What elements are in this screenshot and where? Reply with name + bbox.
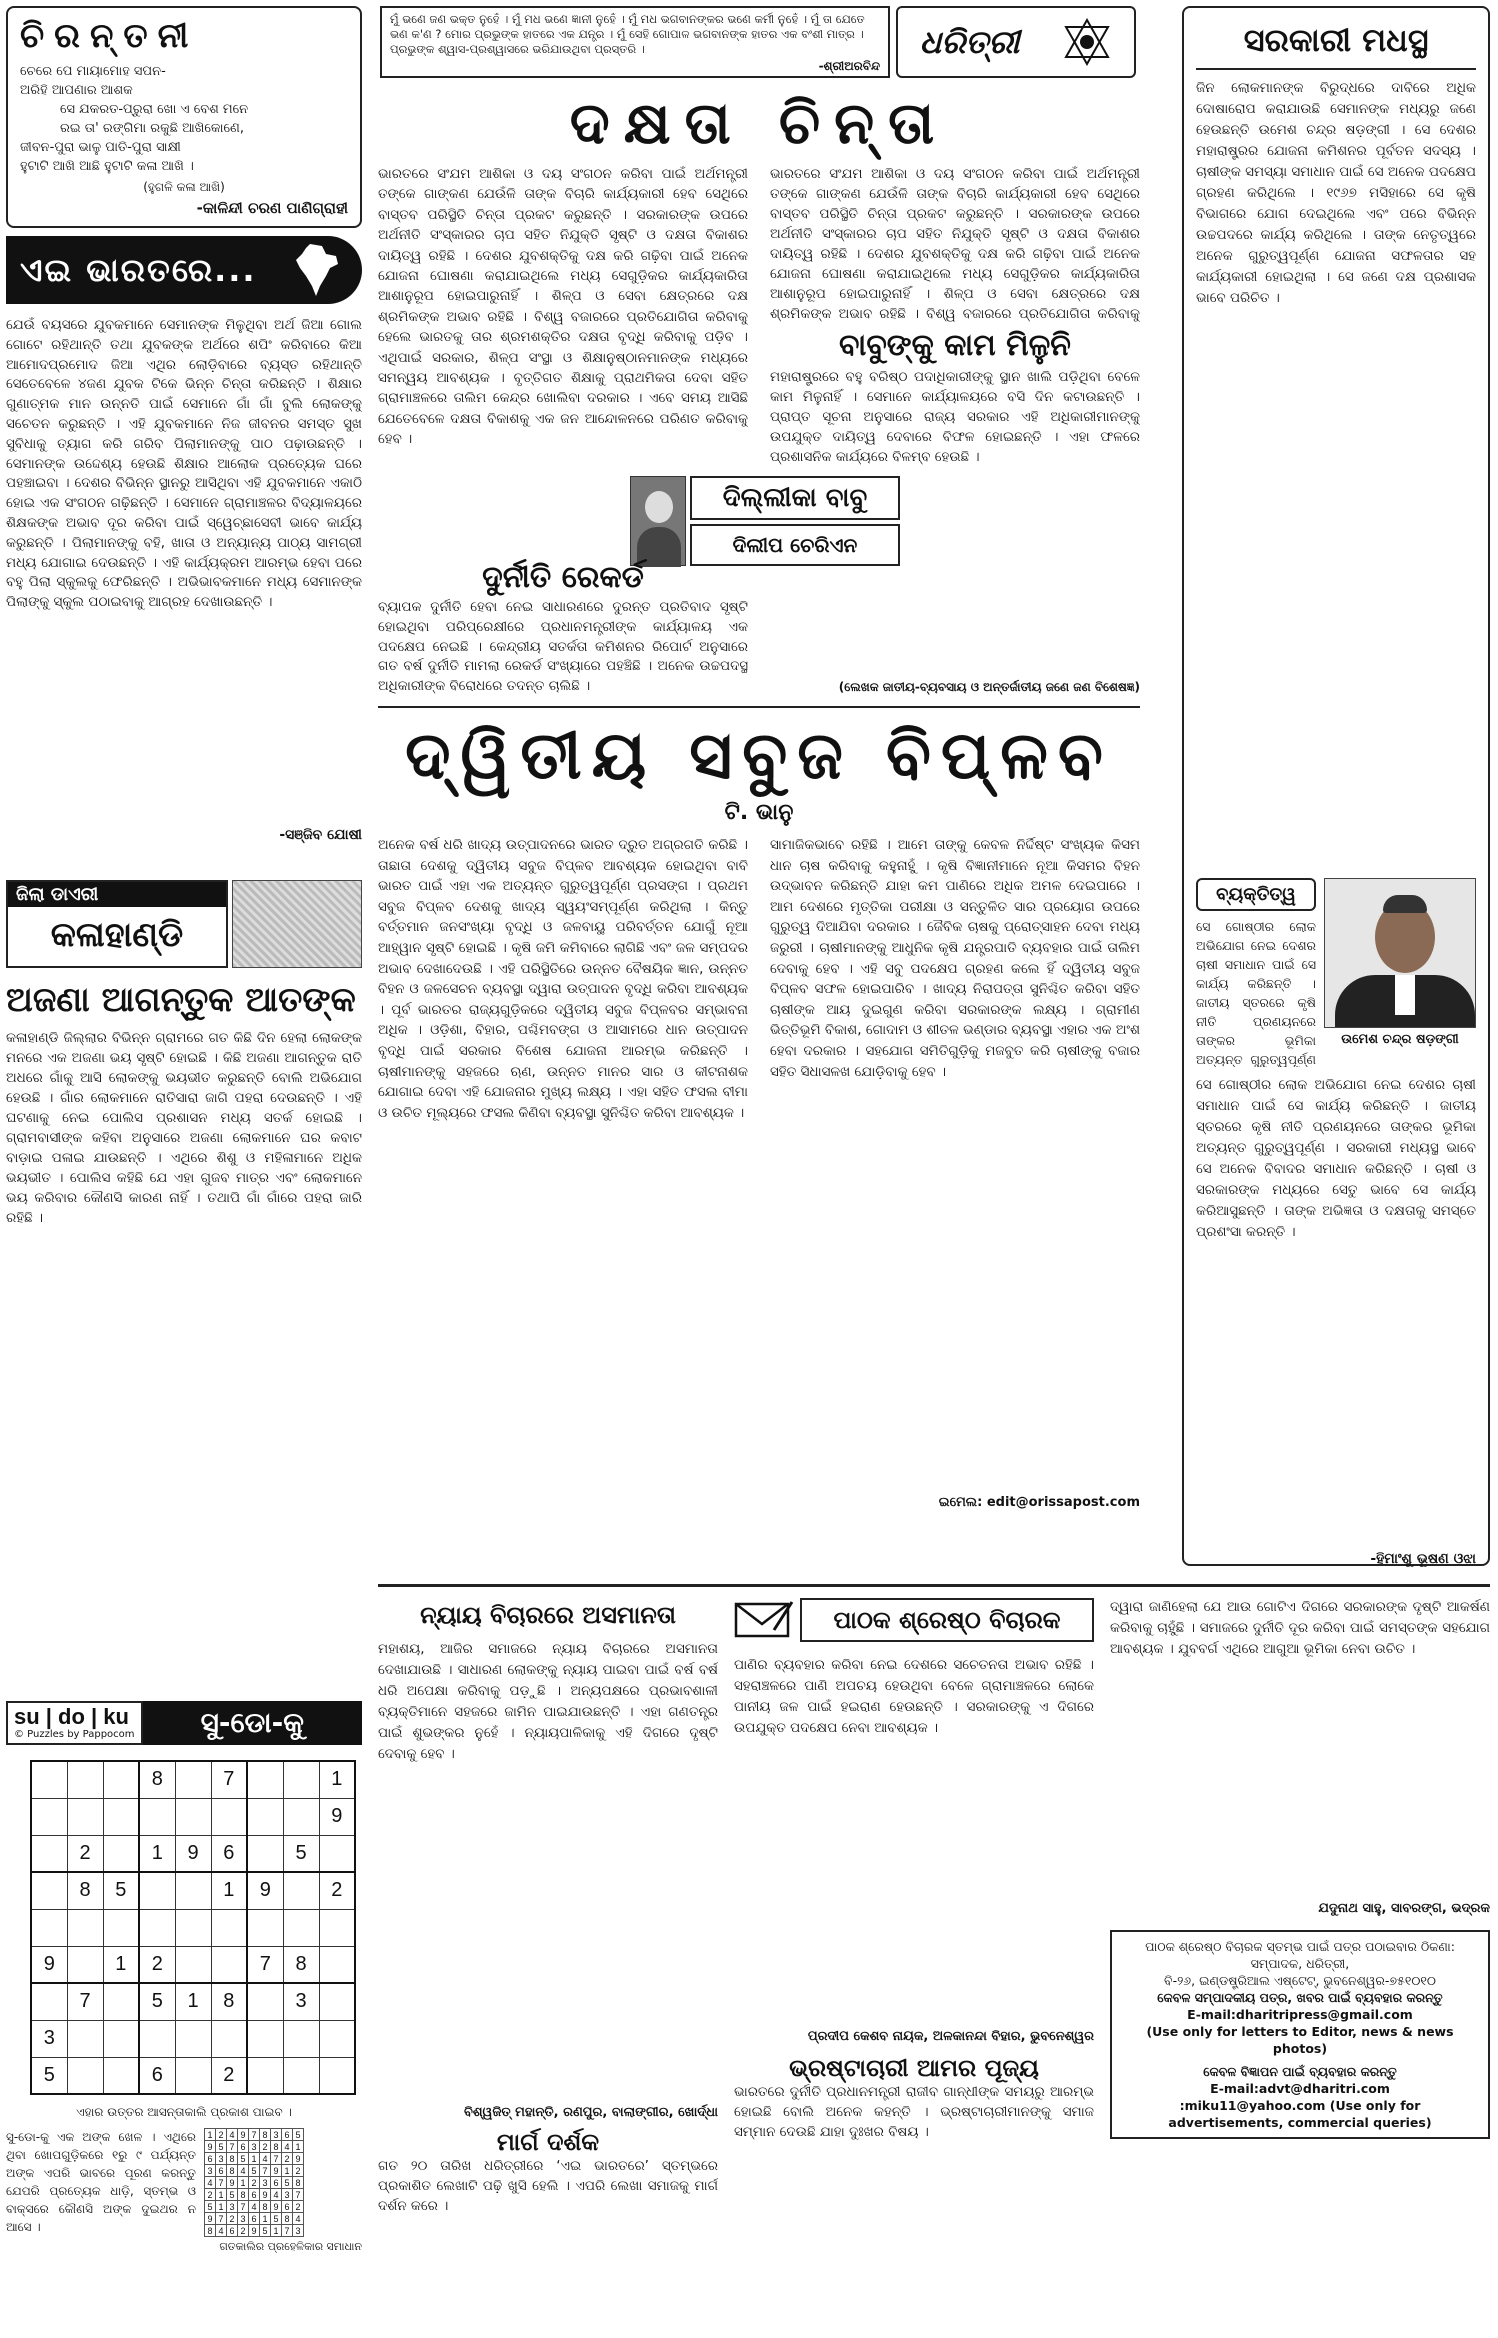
solution-cell: 7 [282,2225,293,2237]
sudoku-cell[interactable]: 2 [319,1872,355,1909]
sudoku-cell[interactable] [247,1761,283,1798]
babunku-body: ମହାରାଷ୍ଟ୍ରରେ ବହୁ ବରିଷ୍ଠ ପଦାଧିକାରୀଙ୍କୁ ସ୍ଥାନ ଖାଲି ପଡ଼ିଥିବା ବେଳେ କାମ ମିଳୁନାହିଁ । ସେମାନେ କାର୍ଯ୍ୟାଳୟରେ ବସି ଦିନ କଟାଉଛନ୍ତି । ପ୍ରାପ୍ତ ସୂଚନା ଅନୁସାରେ ରାଜ୍ୟ ସରକାର ଏହି ଅଧିକାରୀମାନଙ୍କୁ ଉପଯୁକ୍ତ ଦାୟିତ୍ୱ ଦେବାରେ ବିଫଳ ହୋଇଛନ୍ତି । ଏହା ଫଳରେ ପ୍ରଶାସନିକ କାର୍ଯ୍ୟରେ ବିଳମ୍ବ ହେଉଛି । [770,369,1140,465]
sudoku-cell[interactable]: 6 [211,1835,247,1872]
solution-cell: 5 [249,2165,260,2177]
sudoku-cell[interactable] [175,2020,211,2057]
ei-bharatare-section [6,236,362,856]
solution-row [205,2189,304,2201]
solution-cell: 8 [282,2213,293,2225]
solution-cell: 4 [216,2225,227,2237]
sudoku-row [31,1983,355,2020]
sudoku-cell[interactable]: 7 [211,1761,247,1798]
solution-cell: 3 [249,2141,260,2153]
sudoku-cell[interactable] [319,1946,355,1983]
sudoku-cell[interactable]: 1 [175,1983,211,2020]
sudoku-cell[interactable] [31,1983,67,2020]
chirantani-box [6,6,362,228]
solution-row [205,2213,304,2225]
sudoku-copyright: © Puzzles by Pappocom [14,1729,135,1740]
solution-cell: 3 [227,2201,238,2213]
pathaka-signature: ପ୍ରଦୀପ କେଶବ ନାୟକ, ଅଳକାନନ୍ଦା ବିହାର, ଭୁବନେଶ୍ୱର [807,2029,1094,2044]
dwitiya-title: ଦ୍ୱିତୀୟ ସବୁଜ ବିପ୍ଳବ [405,717,1113,794]
solution-cell: 4 [260,2153,271,2165]
sudoku-cell[interactable]: 8 [211,1983,247,2020]
contact-box [1110,1930,1490,2139]
solution-cell: 6 [216,2165,227,2177]
sudoku-cell[interactable] [283,1872,319,1909]
solution-cell: 7 [238,2201,249,2213]
sudoku-cell[interactable] [319,2020,355,2057]
solution-cell: 8 [238,2189,249,2201]
solution-row [205,2165,304,2177]
sudoku-grid [30,1760,356,2095]
solution-cell: 1 [238,2177,249,2189]
solution-cell: 9 [205,2213,216,2225]
solution-row [205,2129,304,2141]
sudoku-cell[interactable]: 1 [211,1872,247,1909]
sudoku-cell[interactable] [67,2020,103,2057]
solution-row [205,2141,304,2153]
durniti-byline: (ଲେଖକ ଜାତୀୟ-ବ୍ୟବସାୟ ଓ ଅନ୍ତର୍ଜାତୀୟ ଜଣେ ଜଣ ବିଶେଷଜ୍ଞ) [838,680,1140,694]
sudoku-row [31,1946,355,1983]
sudoku-cell[interactable] [283,1909,319,1946]
sudoku-cell[interactable] [175,2057,211,2094]
poem-line: ସେ ଯକରତ-ପ୍ରୁରା ଖୋ ଏ ବେଶ ମନେ [60,102,249,117]
solution-cell: 8 [293,2177,304,2189]
sudoku-cell[interactable]: 9 [175,1835,211,1872]
masthead-quote-box [380,6,890,78]
solution-row [205,2177,304,2189]
solution-cell: 4 [205,2177,216,2189]
jilla-diary-body: କଳାହାଣ୍ଡି ଜିଲ୍ଲାର ବିଭିନ୍ନ ଗ୍ରାମରେ ଗତ କିଛି ଦିନ ହେଲା ଲୋକଙ୍କ ମନରେ ଏକ ଅଜଣା ଭୟ ସୃଷ୍ଟି ହୋଇଛି । କିଛି ଅଜଣା ଆଗନ୍ତୁକ ରାତି ଅଧରେ ଗାଁକୁ ଆସି ଲୋକଙ୍କୁ ଭୟଭୀତ କରୁଛନ୍ତି ବୋଲି ଅଭିଯୋଗ ହେଉଛି । ଗାଁର ଲୋକମାନେ ରାତିସାରା ଜାଗି ପହରା ଦେଉଛନ୍ତି । ଏହି ଘଟଣାକୁ ନେଇ ପୋଲିସ ପ୍ରଶାସନ ମଧ୍ୟ ସତର୍କ ହୋଇଛି । ଗ୍ରାମବାସୀଙ୍କ କହିବା ଅନୁସାରେ ଅଜଣା ଲୋକମାନେ ଘର କବାଟ ବାଡ଼ାଇ ପଳାଇ ଯାଉଛନ୍ତି । ଏଥିରେ ଶିଶୁ ଓ ମହିଳାମାନେ ଅଧିକ ଭୟଭୀତ । ପୋଲିସ କହିଛି ଯେ ଏହା ଗୁଜବ ମାତ୍ର ଏବଂ ଲୋକମାନେ ଭୟ କରିବାର କୌଣସି କାରଣ ନାହିଁ । ତଥାପି ଗାଁ ଗାଁରେ ପହରା ଜାରି ରହିଛି । [6,1030,362,1226]
poem-line: ରଇ ତା' ରଙ୍ଗିମା ରକୁଛି ଆଖିକୋଣେ, [60,121,244,136]
sarakari-body2: ସେ ଗୋଷ୍ଠୀର ଲୋକ ଅଭିଯୋଗ ନେଇ ଦେଶର ଚାଷୀ ସମାଧାନ ପାଇଁ ସେ କାର୍ଯ୍ୟ କରିଛନ୍ତି । ଜାତୀୟ ସ୍ତରରେ କୃଷି ନୀତି ପ୍ରଣୟନରେ ତାଙ୍କର ଭୂମିକା ଅତ୍ୟନ୍ତ ଗୁରୁତ୍ୱପୂର୍ଣ୍ଣ । ସରକାରୀ ମଧ୍ୟସ୍ଥ ଭାବେ ସେ ଅନେକ ବିବାଦର ସମାଧାନ କରିଛନ୍ତି । ଚାଷୀ ଓ ସରକାରଙ୍କ ମଧ୍ୟରେ ସେତୁ ଭାବେ ସେ କାର୍ଯ୍ୟ କରିଆସୁଛନ୍ତି । ତାଙ୍କ ଅଭିଜ୍ଞତା ଓ ଦକ୍ଷତାକୁ ସମସ୍ତେ ପ୍ରଶଂସା କରନ୍ତି । [1196,1077,1476,1240]
ei-bharatare-header [6,236,362,304]
solution-cell: 7 [260,2165,271,2177]
sudoku-cell[interactable]: 7 [67,1983,103,2020]
solution-cell: 4 [249,2201,260,2213]
solution-cell: 9 [238,2129,249,2141]
sudoku-cell[interactable]: 5 [283,1835,319,1872]
solution-cell: 6 [238,2141,249,2153]
nyaya-next-title: ମାର୍ଗ ଦର୍ଶକ [496,2128,600,2156]
sudoku-cell[interactable] [103,1909,139,1946]
solution-cell: 1 [282,2165,293,2177]
sudoku-cell[interactable] [31,1798,67,1835]
sarakari-body1: ଜିନ ଲୋକମାନଙ୍କ ବିରୁଦ୍ଧରେ ଦାବିରେ ଅଧିକ ଦୋଷାରୋପ କରାଯାଉଛି ସେମାନଙ୍କ ମଧ୍ୟରୁ ଜଣେ ହେଉଛନ୍ତି ଉମେଶ ଚନ୍ଦ୍ର ଷଡ଼ଙ୍ଗୀ । ସେ ଦେଶର ମହାରାଷ୍ଟ୍ରର ଯୋଜନା କମିଶନର ପୂର୍ବତନ ସଦସ୍ୟ । ଚାଷୀଙ୍କ ସମସ୍ୟା ସମାଧାନ ପାଇଁ ସେ ଅନେକ ପଦକ୍ଷେପ ଗ୍ରହଣ କରିଥିଲେ । ୧୯୬୭ ମସିହାରେ ସେ କୃଷି ବିଭାଗରେ ଯୋଗ ଦେଇଥିଲେ ଏବଂ ପରେ ବିଭିନ୍ନ ଉଚ୍ଚପଦରେ କାର୍ଯ୍ୟ କରିଥିଲେ । ତାଙ୍କ ନେତୃତ୍ୱରେ ଅନେକ ଗୁରୁତ୍ୱପୂର୍ଣ୍ଣ ଯୋଜନା ସଫଳତାର ସହ କାର୍ଯ୍ୟକାରୀ ହୋଇଥିଲା । ସେ ଜଣେ ଦକ୍ଷ ପ୍ରଶାସକ ଭାବେ ପରିଚିତ । [1196,80,1476,306]
letters-section [378,1584,1490,2334]
durniti-section [378,528,748,698]
sudoku-cell[interactable] [175,1872,211,1909]
right-letter-signature: ଯଦୁନାଥ ସାହୁ, ସାବରଙ୍ଗ, ଭଦ୍ରକ [1318,1901,1490,1916]
sudoku-cell[interactable] [283,2057,319,2094]
solution-cell: 5 [260,2225,271,2237]
solution-cell: 4 [271,2189,282,2201]
solution-cell: 5 [238,2153,249,2165]
solution-cell: 1 [260,2213,271,2225]
solution-cell: 5 [282,2177,293,2189]
solution-cell: 5 [293,2129,304,2141]
chirantani-title: ଚିରନ୍ତନୀ [20,16,199,56]
daksata-body: ଭାରତରେ ସଂଯମ ଆଶିକା ଓ ଦୟ ସଂଗଠନ କରିବା ପାଇଁ ଅର୍ଥମନ୍ତ୍ରୀ ତଙ୍କେ ଗାଙ୍କଣ ଯେଉଁଳି ତାଙ୍କ ବିଚାରି କାର୍ଯ୍ୟକାରୀ ହେବ ସେଥିରେ ବାସ୍ତବ ପରିସ୍ଥିତି ଚିନ୍ତା ପ୍ରକଟ କରୁଛନ୍ତି । ସରକାରଙ୍କ ଉପରେ ଅର୍ଥନୀତି ସଂସ୍କାରର ଚାପ ସହିତ ନିଯୁକ୍ତି ସୃଷ୍ଟି ଓ ଦକ୍ଷତା ବିକାଶର ଦାୟିତ୍ୱ ରହିଛି । ଦେଶର ଯୁବଶକ୍ତିକୁ ଦକ୍ଷ କରି ଗଢ଼ିବା ପାଇଁ ଅନେକ ଯୋଜନା ଘୋଷଣା କରାଯାଇଥିଲେ ମଧ୍ୟ ସେଗୁଡ଼ିକର କାର୍ଯ୍ୟକାରିତା ଆଶାନୁରୂପ ହୋଇପାରୁନାହିଁ । ଶିଳ୍ପ ଓ ସେବା କ୍ଷେତ୍ରରେ ଦକ୍ଷ ଶ୍ରମିକଙ୍କ ଅଭାବ ରହିଛି । ବିଶ୍ୱ ବଜାରରେ ପ୍ରତିଯୋଗିତା କରିବାକୁ ହେଲେ ଭାରତକୁ ତାର ଶ୍ରମଶକ୍ତିର ଦକ୍ଷତା ବୃଦ୍ଧି କରିବାକୁ ପଡ଼ିବ । ଏଥିପାଇଁ ସରକାର, ଶିଳ୍ପ ସଂସ୍ଥା ଓ ଶିକ୍ଷାନୁଷ୍ଠାନମାନଙ୍କ ମଧ୍ୟରେ ସମନ୍ୱୟ ଆବଶ୍ୟକ । ବୃତ୍ତିଗତ ଶିକ୍ଷାକୁ ପ୍ରାଥମିକତା ଦେବା ସହିତ ଗ୍ରାମାଞ୍ଚଳରେ ତାଲିମ କେନ୍ଦ୍ର ଖୋଲିବା ଦରକାର । ଏବେ ସମୟ ଆସିଛି ଯେତେବେଳେ ଦକ୍ଷତା ବିକାଶକୁ ଏକ ଜନ ଆନ୍ଦୋଳନରେ ପରିଣତ କରିବାକୁ ହେବ । [378,166,748,448]
chirantani-source: (ହୁଗଳି କଳା ଆଖି) [143,180,225,194]
daksata-body-continued: ଭାରତରେ ସଂଯମ ଆଶିକା ଓ ଦୟ ସଂଗଠନ କରିବା ପାଇଁ ଅର୍ଥମନ୍ତ୍ରୀ ତଙ୍କେ ଗାଙ୍କଣ ଯେଉଁଳି ତାଙ୍କ ବିଚାରି କାର୍ଯ୍ୟକାରୀ ହେବ ସେଥିରେ ବାସ୍ତବ ପରିସ୍ଥିତି ଚିନ୍ତା ପ୍ରକଟ କରୁଛନ୍ତି । ସରକାରଙ୍କ ଉପରେ ଅର୍ଥନୀତି ସଂସ୍କାରର ଚାପ ସହିତ ନିଯୁକ୍ତି ସୃଷ୍ଟି ଓ ଦକ୍ଷତା ବିକାଶର ଦାୟିତ୍ୱ ରହିଛି । ଦେଶର ଯୁବଶକ୍ତିକୁ ଦକ୍ଷ କରି ଗଢ଼ିବା ପାଇଁ ଅନେକ ଯୋଜନା ଘୋଷଣା କରାଯାଇଥିଲେ ମଧ୍ୟ ସେଗୁଡ଼ିକର କାର୍ଯ୍ୟକାରିତା ଆଶାନୁରୂପ ହୋଇପାରୁନାହିଁ । ଶିଳ୍ପ ଓ ସେବା କ୍ଷେତ୍ରରେ ଦକ୍ଷ ଶ୍ରମିକଙ୍କ ଅଭାବ ରହିଛି । ବିଶ୍ୱ ବଜାରରେ ପ୍ରତିଯୋଗିତା କରିବାକୁ [770,166,1140,322]
envelope-icon [734,1600,794,1640]
district-photo [232,880,362,968]
sudoku-cell[interactable]: 9 [247,1872,283,1909]
sudoku-row [31,1761,355,1798]
sudoku-cell[interactable] [67,1761,103,1798]
nyaya-letter [378,1597,718,2327]
sudoku-row [31,1909,355,1946]
sudoku-solution-label: ଗତକାଲିର ପ୍ରହେଳିକାର ସମାଧାନ [219,2240,362,2253]
column-author: ଦିଲୀପ ଚେରିଏନ [690,524,900,566]
solution-cell: 1 [216,2201,227,2213]
jilla-diary-headline: ଅଜଣା ଆଗନ୍ତୁକ ଆତଙ୍କ [6,980,356,1020]
vyaktitwa-label: ବ୍ୟକ୍ତିତ୍ୱ [1196,878,1316,911]
sudoku-cell[interactable] [139,1798,175,1835]
sudoku-cell[interactable]: 2 [211,2057,247,2094]
sudoku-cell[interactable] [175,1798,211,1835]
solution-cell: 3 [282,2189,293,2201]
sudoku-cell[interactable] [211,2020,247,2057]
solution-cell: 8 [271,2141,282,2153]
sudoku-caption: ଏହାର ଉତ୍ତର ଆସନ୍ତାକାଲି ପ୍ରକାଶ ପାଇବ । [76,2105,292,2119]
sudoku-cell[interactable] [247,2020,283,2057]
masthead-quote-author: -ଶ୍ରୀଅରବିନ୍ଦ [818,59,880,73]
solution-cell: 2 [282,2153,293,2165]
sudoku-cell[interactable] [67,1946,103,1983]
solution-cell: 6 [271,2177,282,2189]
sarakari-title: ସରକାରୀ ମଧସ୍ଥ [1243,21,1429,59]
sudoku-cell[interactable] [103,2020,139,2057]
solution-cell: 4 [227,2129,238,2141]
sudoku-cell[interactable] [319,1909,355,1946]
solution-cell: 2 [260,2141,271,2153]
sudoku-cell[interactable] [175,1946,211,1983]
sudoku-cell[interactable] [247,1835,283,1872]
india-map-icon [292,242,342,298]
jilla-diary-label: ଜିଲା ଡାଏରୀ [8,882,226,907]
poem-line: ହୁଟାଟି ଆଖି ଆଛି ହୁଟାଟି କଳା ଆଖି । [20,159,194,174]
solution-cell: 3 [260,2177,271,2189]
poem-line: ଅରିହି ଆପଣାର ଆଶକ [20,83,133,98]
ei-bharatare-title: ଏଇ ଭାରତରେ... [20,250,257,289]
solution-cell: 7 [227,2141,238,2153]
sudoku-cell[interactable]: 1 [103,1946,139,1983]
sudoku-cell[interactable]: 8 [67,1872,103,1909]
district-name: କଳାହାଣ୍ଡି [50,915,184,955]
solution-cell: 3 [205,2165,216,2177]
solution-cell: 1 [249,2153,260,2165]
contact-email2[interactable]: E-mail:advt@dharitri.com [1210,2081,1390,2096]
solution-cell: 2 [249,2177,260,2189]
solution-cell: 8 [227,2165,238,2177]
sudoku-instructions: ସୁ-ଡୋ-କୁ ଏକ ଅଙ୍କ ଖେଳ । ଏଥିରେ ଥିବା ଖୋପଗୁଡ଼ିକରେ ୧ରୁ ୯ ପର୍ଯ୍ୟନ୍ତ ଅଙ୍କ ଏପରି ଭାବରେ ପୂରଣ କରନ୍ତୁ ଯେପରି ପ୍ରତ୍ୟେକ ଧାଡ଼ି, ସ୍ତମ୍ଭ ଓ ବାକ୍ସରେ କୌଣସି ଅଙ୍କ ଦୁଇଥର ନ ଆସେ । [6,2130,196,2234]
person-photo-caption: ଉମେଶ ଚନ୍ଦ୍ର ଷଡ଼ଙ୍ଗୀ [1341,1032,1459,1047]
sarakari-box [1182,6,1490,1566]
person-photo [1324,878,1476,1028]
solution-cell: 6 [249,2189,260,2201]
solution-cell: 5 [271,2213,282,2225]
brand-name: ଧରିତ୍ରୀ [919,22,1020,61]
solution-cell: 3 [238,2213,249,2225]
solution-cell: 7 [293,2189,304,2201]
solution-cell: 1 [293,2141,304,2153]
sudoku-cell[interactable]: 1 [139,1835,175,1872]
sudoku-cell[interactable] [247,1909,283,1946]
masthead-quote: ମୁଁ ଭଣେ ଜଣ ଭକ୍ତ ନୁହେଁ । ମୁଁ ମଧ ଭଣେ ଜ୍ଞାନୀ ନୁହେଁ । ମୁଁ ମଧ ଭଗବାନଙ୍କର ଭଣେ କର୍ମୀ ନୁହେଁ । ମୁଁ ତା ଯେତେ ଭଣ କ'ଣ ? ମୋର ପ୍ରଭୁଙ୍କ ହାତରେ ଏକ ଯନ୍ତ୍ର । ମୁଁ ସେହି ଗୋପାଳ ଭଗବାନଙ୍କ ହାତର ଏକ ବଂଶୀ ମାତ୍ର । ପ୍ରଭୁଙ୍କ ଶ୍ୱାସ-ପ୍ରଶ୍ୱାସରେ ଭରିଯାଉଥିବା ପ୍ରସ୍ତରି । [390,12,865,56]
solution-cell: 9 [271,2165,282,2177]
sudoku-cell[interactable] [31,1909,67,1946]
solution-cell: 7 [216,2177,227,2189]
sudoku-row [31,1872,355,1909]
sudoku-cell[interactable] [211,1909,247,1946]
sudoku-cell[interactable]: 3 [283,1983,319,2020]
sudoku-cell[interactable] [283,2020,319,2057]
poem-line: ଚେରେ ପେ ମାୟାମୋହ ସପନ- [20,64,166,79]
solution-cell: 8 [205,2225,216,2237]
solution-cell: 6 [227,2225,238,2237]
sudoku-brand-latin: su | do | ku [14,1704,129,1729]
solution-cell: 1 [271,2225,282,2237]
durniti-body: ବ୍ୟାପକ ଦୁର୍ନୀତି ହେବା ନେଇ ସାଧାରଣରେ ଦୁରନ୍ତ ପ୍ରତିବାଦ ସୃଷ୍ଟି ହୋଇଥିବା ପରିପ୍ରେକ୍ଷୀରେ ପ୍ରଧାନମନ୍ତ୍ରୀଙ୍କ କାର୍ଯ୍ୟାଳୟ ଏକ ପଦକ୍ଷେପ ନେଇଛି । କେନ୍ଦ୍ରୀୟ ସତର୍କତା କମିଶନର ରିପୋର୍ଟ ଅନୁସାରେ ଗତ ବର୍ଷ ଦୁର୍ନୀତି ମାମଲା ରେକର୍ଡ ସଂଖ୍ୟାରେ ପହଞ୍ଚିଛି । ଅନେକ ଉଚ୍ଚପଦସ୍ଥ ଅଧିକାରୀଙ୍କ ବିରୋଧରେ ତଦନ୍ତ ଚାଲିଛି । [378,599,748,694]
sarakari-side-text: ସେ ଗୋଷ୍ଠୀର ଲୋକ ଅଭିଯୋଗ ନେଇ ଦେଶର ଚାଷୀ ସମାଧାନ ପାଇଁ ସେ କାର୍ଯ୍ୟ କରିଛନ୍ତି । ଜାତୀୟ ସ୍ତରରେ କୃଷି ନୀତି ପ୍ରଣୟନରେ ତାଙ୍କର ଭୂମିକା ଅତ୍ୟନ୍ତ ଗୁରୁତ୍ୱପୂର୍ଣ୍ଣ [1196,919,1316,1067]
solution-cell: 6 [282,2129,293,2141]
solution-cell: 1 [205,2129,216,2141]
sudoku-row [31,1798,355,1835]
sudoku-cell[interactable] [103,2057,139,2094]
sudoku-row [31,2020,355,2057]
solution-cell: 2 [216,2129,227,2141]
solution-cell: 8 [260,2201,271,2213]
daksata-title: ଦକ୍ଷତା ଚିନ୍ତା [569,89,949,157]
solution-cell: 7 [249,2129,260,2141]
sudoku-cell[interactable] [139,2020,175,2057]
pathaka-body: ପାଣିର ବ୍ୟବହାର କରିବା ନେଇ ଦେଶରେ ସଚେତନତା ଅଭାବ ରହିଛି । ସହରାଞ୍ଚଳରେ ପାଣି ଅପଚୟ ହେଉଥିବା ବେଳେ ଗ୍ରାମାଞ୍ଚଳରେ ଲୋକେ ପାନୀୟ ଜଳ ପାଇଁ ହଇରାଣ ହେଉଛନ୍ତି । ସରକାରଙ୍କୁ ଏ ଦିଗରେ ଉପଯୁକ୍ତ ପଦକ୍ଷେପ ନେବା ଆବଶ୍ୟକ । [734,1657,1094,1736]
right-letter [1110,1597,1490,2327]
solution-cell: 8 [260,2129,271,2141]
dwitiya-col1: ଅନେକ ବର୍ଷ ଧରି ଖାଦ୍ୟ ଉତ୍ପାଦନରେ ଭାରତ ଦ୍ରୁତ ଅଗ୍ରଗତି କରିଛି । ତାଛାତା ଦେଶକୁ ଦ୍ୱିତୀୟ ସବୁଜ ବିପ୍ଳବ ଆବଶ୍ୟକ ହୋଇଥିବା ବାବି ଭାରତ ପାଇଁ ଏହା ଏକ ଅତ୍ୟନ୍ତ ଗୁରୁତ୍ୱପୂର୍ଣ୍ଣ ପ୍ରସଙ୍ଗ । ପ୍ରଥମ ସବୁଜ ବିପ୍ଳବ ଦେଶକୁ ଖାଦ୍ୟ ସ୍ୱୟଂସମ୍ପୂର୍ଣ୍ଣ କରିଥିଲା । କିନ୍ତୁ ବର୍ତ୍ତମାନ ଜନସଂଖ୍ୟା ବୃଦ୍ଧି ଓ ଜଳବାୟୁ ପରିବର୍ତ୍ତନ ଯୋଗୁଁ ନୂଆ ଆହ୍ୱାନ ସୃଷ୍ଟି ହୋଇଛି । କୃଷି ଜମି କମିବାରେ ଲାଗିଛି ଏବଂ ଜଳ ସମ୍ପଦର ଅଭାବ ଦେଖାଦେଉଛି । ଏହି ପରିସ୍ଥିତିରେ ଉନ୍ନତ ବୈଷୟିକ ଜ୍ଞାନ, ଉନ୍ନତ ବିହନ ଓ ଜଳସେଚନ ବ୍ୟବସ୍ଥା ଦ୍ୱାରା ଉତ୍ପାଦନ ବୃଦ୍ଧି କରିବା ଆବଶ୍ୟକ । ପୂର୍ବ ଭାରତର ରାଜ୍ୟଗୁଡ଼ିକରେ ଦ୍ୱିତୀୟ ସବୁଜ ବିପ୍ଳବର ସମ୍ଭାବନା ଅଧିକ । ଓଡ଼ିଶା, ବିହାର, ପଶ୍ଚିମବଙ୍ଗ ଓ ଆସାମରେ ଧାନ ଉତ୍ପାଦନ ବୃଦ୍ଧି ପାଇଁ ସରକାର ବିଶେଷ ଯୋଜନା ଆରମ୍ଭ କରିଛନ୍ତି । ଚାଷୀମାନଙ୍କୁ ସହଜରେ ଋଣ, ଉନ୍ନତ ମାନର ସାର ଓ କୀଟନାଶକ ଯୋଗାଇ ଦେବା ଏହି ଯୋଜନାର ମୁଖ୍ୟ ଲକ୍ଷ୍ୟ । ଏହା ସହିତ ଫସଲ ବୀମା ଓ ଉଚିତ ମୂଲ୍ୟରେ ଫସଲ କିଣିବା ବ୍ୟବସ୍ଥା ସୁନିଶ୍ଚିତ କରିବା ଆବଶ୍ୟକ । [378,837,748,1121]
sudoku-cell[interactable]: 1 [319,1761,355,1798]
dwitiya-email: ଇମେଲ: edit@orissapost.com [938,1495,1140,1510]
sudoku-cell[interactable] [247,2057,283,2094]
sudoku-section [6,1700,362,2330]
solution-cell: 4 [282,2141,293,2153]
solution-cell: 2 [238,2225,249,2237]
solution-cell: 2 [227,2213,238,2225]
solution-cell: 3 [271,2129,282,2141]
sudoku-cell[interactable]: 5 [103,1872,139,1909]
nyaya-next-body: ଗତ ୨୦ ତାରିଖ ଧରିତ୍ରୀରେ ‘ଏଇ ଭାରତରେ’ ସ୍ତମ୍ଭରେ ପ୍ରକାଶିତ ଲେଖାଟି ପଢ଼ି ଖୁସି ହେଲି । ଏପରି ଲେଖା ସମାଜକୁ ମାର୍ଗ ଦର୍ଶନ କରେ । [378,2158,718,2214]
solution-cell: 3 [216,2153,227,2165]
solution-cell: 9 [227,2177,238,2189]
sudoku-cell[interactable] [247,1798,283,1835]
sudoku-cell[interactable] [139,1872,175,1909]
sudoku-cell[interactable] [31,1761,67,1798]
jilla-diary-section [6,880,362,1670]
solution-cell: 6 [282,2201,293,2213]
ei-bharatare-signature: -ସଞ୍ଜିବ ଯୋଷୀ [279,827,362,843]
solution-cell: 6 [205,2153,216,2165]
solution-cell: 5 [216,2141,227,2153]
star-emblem-icon [1062,17,1112,67]
sudoku-cell[interactable]: 5 [31,2057,67,2094]
sudoku-cell[interactable]: 8 [139,1761,175,1798]
sudoku-cell[interactable] [175,1909,211,1946]
sudoku-cell[interactable] [31,1835,67,1872]
nyaya-title: ନ୍ୟାୟ ବିଚାରରେ ଅସମାନତା [420,1601,676,1629]
sudoku-cell[interactable] [103,1983,139,2020]
pathaka-next-title: ଭ୍ରଷ୍ଟାଚାରୀ ଆମର ପୂଜ୍ୟ [789,2054,1039,2082]
sudoku-cell[interactable] [319,1835,355,1872]
sudoku-cell[interactable] [67,1909,103,1946]
contact-line1: ପାଠକ ଶ୍ରେଷ୍ଠ ବିଚାରକ ସ୍ତମ୍ଭ ପାଇଁ ପତ୍ର ପଠାଇବାର ଠିକଣା: ସମ୍ପାଦକ, ଧରିତ୍ରୀ, [1145,1939,1455,1971]
solution-cell: 9 [260,2189,271,2201]
solution-cell: 3 [293,2225,304,2237]
sudoku-cell[interactable]: 3 [31,2020,67,2057]
solution-cell: 9 [249,2225,260,2237]
solution-cell: 4 [293,2213,304,2225]
nyaya-signature: ବିଶ୍ୱଜିତ୍ ମହାନ୍ତି, ରଣପୁର, ବାଲାଙ୍ଗୀର, ଖୋର୍ଦ୍ଧା [464,2105,718,2120]
sudoku-cell[interactable] [283,1761,319,1798]
sudoku-cell[interactable] [103,1798,139,1835]
contact-line3: କେବଳ ସମ୍ପାଦକୀୟ ପତ୍ର, ଖବର ପାଇଁ ବ୍ୟବହାର କରନ୍ତୁ [1157,1990,1443,2005]
solution-row [205,2153,304,2165]
solution-cell: 1 [216,2189,227,2201]
dwitiya-section [378,706,1140,1546]
sudoku-cell[interactable] [103,1761,139,1798]
right-letter-body: ଦ୍ୱାରା ଜାଣିହେଲା ଯେ ଆଉ ଗୋଟିଏ ଦିଗରେ ସରକାରଙ୍କ ଦୃଷ୍ଟି ଆକର୍ଷଣ କରିବାକୁ ଚାହୁଁଛି । ସମାଜରେ ଦୁର୍ନୀତି ଦୂର କରିବା ପାଇଁ ସମସ୍ତଙ୍କ ସହଯୋଗ ଆବଶ୍ୟକ । ଯୁବବର୍ଗ ଏଥିରେ ଆଗୁଆ ଭୂମିକା ନେବା ଉଚିତ । [1110,1599,1490,1657]
solution-cell: 7 [216,2213,227,2225]
dharitri-logo [896,6,1136,78]
sudoku-cell[interactable] [211,1798,247,1835]
sudoku-cell[interactable]: 8 [283,1946,319,1983]
sudoku-brand-oriya: ସୁ-ଡୋ-କୁ [143,1701,362,1745]
solution-cell: 5 [227,2189,238,2201]
solution-cell: 6 [249,2213,260,2225]
solution-cell: 4 [238,2165,249,2177]
sudoku-row [31,1835,355,1872]
pathaka-letter [734,1597,1094,2327]
babunku-title: ବାବୁଙ୍କୁ କାମ ମିଳୁନି [839,328,1071,363]
contact-line2: ବି-୨୬, ଇଣ୍ଡଷ୍ଟ୍ରିଆଲ ଏଷ୍ଟେଟ୍, ଭୁବନେଶ୍ୱର-୭୫୧୦୧୦ [1164,1973,1436,1988]
contact-email3[interactable]: :miku11@yahoo.com (Use only for advertisements, commercial queries) [1168,2098,1432,2130]
sudoku-solution-grid [204,2128,304,2237]
durniti-title: ଦୁର୍ନୀତି ରେକର୍ଡ [482,560,644,595]
nyaya-body: ମହାଶୟ, ଆଜିର ସମାଜରେ ନ୍ୟାୟ ବିଚାରରେ ଅସମାନତା ଦେଖାଯାଉଛି । ସାଧାରଣ ଲୋକଙ୍କୁ ନ୍ୟାୟ ପାଇବା ପାଇଁ ବର୍ଷ ବର୍ଷ ଧରି ଅପେକ୍ଷା କରିବାକୁ ପଡ଼ୁଛି । ଅନ୍ୟପକ୍ଷରେ ପ୍ରଭାବଶାଳୀ ବ୍ୟକ୍ତିମାନେ ସହଜରେ ଜାମିନ ପାଇଯାଉଛନ୍ତି । ଏହା ଗଣତନ୍ତ୍ର ପାଇଁ ଶୁଭଙ୍କର ନୁହେଁ । ନ୍ୟାୟପାଳିକାକୁ ଏହି ଦିଗରେ ଦୃଷ୍ଟି ଦେବାକୁ ହେବ । [378,1641,718,1762]
solution-cell: 9 [271,2201,282,2213]
contact-email1[interactable]: E-mail:dharitripress@gmail.com [1187,2007,1413,2022]
sudoku-cell[interactable] [211,1946,247,1983]
sudoku-cell[interactable] [319,1983,355,2020]
solution-row [205,2225,304,2237]
solution-cell: 2 [205,2189,216,2201]
sudoku-cell[interactable] [175,1761,211,1798]
sudoku-cell[interactable]: 9 [319,1798,355,1835]
ei-bharatare-body: ଯେଉଁ ବୟସରେ ଯୁବକମାନେ ସେମାନଙ୍କ ମିଳୁଥିବା ଅର୍ଥ ଜିଆ ଗୋଲ ଗୋଟେ ରହିଥାନ୍ତି ତଥା ଯୁବକଙ୍କ ଅର୍ଥରେ ଶପିଂ କରିବାରେ କିଆ ଆମୋଦପ୍ରମୋଦ ଜିଆ ଏଥିର ଲୋଡ଼ିବାରେ ବ୍ୟସ୍ତ ରହିଥାନ୍ତି ସେତେବେଳେ ୪ଜଣ ଯୁବକ ଟିକେ ଭିନ୍ନ ଚିନ୍ତା କରିଛନ୍ତି । ଶିକ୍ଷାର ଗୁଣାତ୍ମକ ମାନ ଉନ୍ନତି ପାଇଁ ସେମାନେ ଗାଁ ଗାଁ ବୁଲି ଲୋକଙ୍କୁ ସଚେତନ କରୁଛନ୍ତି । ଏହି ଯୁବକମାନେ ନିଜ ଜୀବନର ସମସ୍ତ ସୁଖ ସୁବିଧାକୁ ତ୍ୟାଗ କରି ଗରିବ ପିଲାମାନଙ୍କୁ ପାଠ ପଢ଼ାଉଛନ୍ତି । ସେମାନଙ୍କ ଉଦ୍ଦେଶ୍ୟ ହେଉଛି ଶିକ୍ଷାର ଆଲୋକ ପ୍ରତ୍ୟେକ ଘରେ ପହଞ୍ଚାଇବା । ଦେଶର ବିଭିନ୍ନ ସ୍ଥାନରୁ ଆସିଥିବା ଏହି ଯୁବକମାନେ ଏକାଠି ହୋଇ ଏକ ସଂଗଠନ ଗଢ଼ିଛନ୍ତି । ସେମାନେ ଗ୍ରାମାଞ୍ଚଳର ବିଦ୍ୟାଳୟରେ ଶିକ୍ଷକଙ୍କ ଅଭାବ ଦୂର କରିବା ପାଇଁ ସ୍ୱେଚ୍ଛାସେବୀ ଭାବେ କାର୍ଯ୍ୟ କରୁଛନ୍ତି । ପିଲାମାନଙ୍କୁ ବହି, ଖାତା ଓ ଅନ୍ୟାନ୍ୟ ପାଠ୍ୟ ସାମଗ୍ରୀ ମଧ୍ୟ ଯୋଗାଇ ଦେଉଛନ୍ତି । ଏହି କାର୍ଯ୍ୟକ୍ରମ ଆରମ୍ଭ ହେବା ପରେ ବହୁ ପିଲା ସ୍କୁଲକୁ ଫେରିଛନ୍ତି । ଅଭିଭାବକମାନେ ମଧ୍ୟ ସେମାନଙ୍କ ପିଲାଙ୍କୁ ସ୍କୁଲ ପଠାଇବାକୁ ଆଗ୍ରହ ଦେଖାଉଛନ୍ତି । [6,317,362,611]
solution-row [205,2201,304,2213]
sudoku-cell[interactable] [103,1835,139,1872]
solution-cell: 7 [271,2153,282,2165]
solution-cell: 9 [293,2153,304,2165]
sudoku-cell[interactable]: 5 [139,1983,175,2020]
sudoku-cell[interactable]: 6 [139,2057,175,2094]
sarakari-signature: -ହିମାଂଶୁ ଭୂଷଣ ଓଝା [1370,1551,1476,1567]
sudoku-cell[interactable] [139,1909,175,1946]
sudoku-cell[interactable] [283,1798,319,1835]
sudoku-cell[interactable] [31,1872,67,1909]
pathaka-title: ପାଠକ ଶ୍ରେଷ୍ଠ ବିଚାରକ [800,1598,1094,1642]
pathaka-next-body: ଭାରତରେ ଦୁର୍ନୀତି ପ୍ରଧାନମନ୍ତ୍ରୀ ରାଜୀବ ଗାନ୍ଧୀଙ୍କ ସମୟରୁ ଆରମ୍ଭ ହୋଇଛି ବୋଲି ଅନେକ କହନ୍ତି । ଭ୍ରଷ୍ଟାଚାରୀମାନଙ୍କୁ ସମାଜ ସମ୍ମାନ ଦେଉଛି ଯାହା ଦୁଃଖର ବିଷୟ । [734,2084,1094,2140]
sudoku-cell[interactable]: 2 [139,1946,175,1983]
sudoku-cell[interactable]: 9 [31,1946,67,1983]
sudoku-row [31,2057,355,2094]
sudoku-cell[interactable] [67,1798,103,1835]
sudoku-cell[interactable] [67,2057,103,2094]
solution-cell: 9 [205,2141,216,2153]
column-name: ଦିଲ୍ଲୀକା ବାବୁ [690,476,900,520]
dwitiya-author: ଟି. ଭାନୁ [724,800,794,825]
contact-adv-label: କେବଳ ବିଜ୍ଞାପନ ପାଇଁ ବ୍ୟବହାର କରନ୍ତୁ [1203,2064,1397,2079]
solution-cell: 8 [227,2153,238,2165]
sudoku-cell[interactable]: 7 [247,1946,283,1983]
solution-cell: 2 [293,2201,304,2213]
chirantani-author: -କାଳିନ୍ଦୀ ଚରଣ ପାଣିଗ୍ରାହୀ [196,199,348,217]
sudoku-cell[interactable]: 2 [67,1835,103,1872]
solution-cell: 2 [293,2165,304,2177]
poem-line: ଜୀବନ-ପୁରା ଭାଳୁ ପାତି-ପୁରା ସାକ୍ଷୀ [20,140,181,155]
sudoku-cell[interactable] [247,1983,283,2020]
sudoku-cell[interactable] [319,2057,355,2094]
solution-cell: 5 [205,2201,216,2213]
dwitiya-col2: ସାମାଜିକଭାବେ ରହିଛି । ଆମେ ତାଙ୍କୁ କେବଳ ନିର୍ଦ୍ଦିଷ୍ଟ ସଂଖ୍ୟକ କିସମ ଧାନ ଚାଷ କରିବାକୁ କହୁନାହୁଁ । କୃଷି ବିଜ୍ଞାନୀମାନେ ନୂଆ କିସମର ବିହନ ଉଦ୍ଭାବନ କରିଛନ୍ତି ଯାହା କମ ପାଣିରେ ଅଧିକ ଅମଳ ଦେଇପାରେ । ଆମ ଦେଶରେ ମୃତ୍ତିକା ପରୀକ୍ଷା ଓ ସନ୍ତୁଳିତ ସାର ପ୍ରୟୋଗ ଉପରେ ଗୁରୁତ୍ୱ ଦିଆଯିବା ଦରକାର । ଜୈବିକ ଚାଷକୁ ପ୍ରୋତ୍ସାହନ ଦେବା ମଧ୍ୟ ଜରୁରୀ । ଚାଷୀମାନଙ୍କୁ ଆଧୁନିକ କୃଷି ଯନ୍ତ୍ରପାତି ବ୍ୟବହାର ପାଇଁ ତାଲିମ ଦେବାକୁ ହେବ । ଏହି ସବୁ ପଦକ୍ଷେପ ଗ୍ରହଣ କଲେ ହିଁ ଦ୍ୱିତୀୟ ସବୁଜ ବିପ୍ଳବ ସଫଳ ହୋଇପାରିବ । ଖାଦ୍ୟ ନିରାପତ୍ତା ସୁନିଶ୍ଚିତ କରିବା ସହିତ ଚାଷୀଙ୍କ ଆୟ ଦୁଇଗୁଣ କରିବା ସରକାରଙ୍କ ଲକ୍ଷ୍ୟ । ଗ୍ରାମୀଣ ଭିତ୍ତିଭୂମି ବିକାଶ, ଗୋଦାମ ଓ ଶୀତଳ ଭଣ୍ଡାର ବ୍ୟବସ୍ଥା ଏହାର ଏକ ଅଂଶ ହେବା ଦରକାର । ସହଯୋଗ ସମିତିଗୁଡ଼ିକୁ ମଜବୁତ କରି ଚାଷୀଙ୍କୁ ବଜାର ସହିତ ସିଧାସଳଖ ଯୋଡ଼ିବାକୁ ହେବ । [770,837,1140,1080]
contact-note1: (Use only for letters to Editor, news & news photos) [1146,2024,1454,2056]
